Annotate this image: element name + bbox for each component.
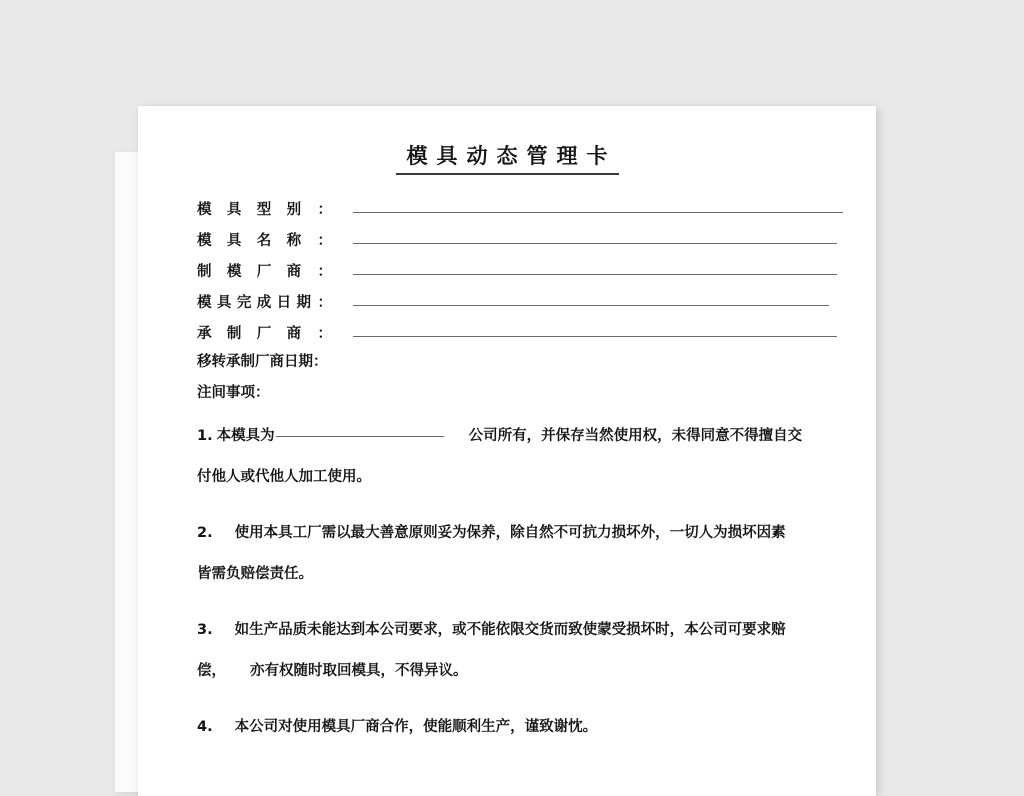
document-body bbox=[138, 106, 876, 796]
clause-2 bbox=[197, 513, 847, 595]
label-mold-type-char-3: 型 bbox=[256, 202, 272, 218]
label-transfer-date: 移转承制厂商日期： bbox=[197, 354, 328, 370]
input-completion-date[interactable] bbox=[353, 293, 843, 307]
clause-4-line-1: 本公司对使用模具厂商合作，使能顺利生产，谨致谢忱。 bbox=[234, 719, 598, 735]
form-row-contract-maker bbox=[197, 322, 843, 353]
label-mold-name-char-3: 名 bbox=[256, 233, 272, 249]
clause-3-line-2 bbox=[197, 651, 847, 692]
label-completion-date-char-6: 期 bbox=[296, 295, 312, 311]
clause-4-number: 4. bbox=[197, 719, 213, 735]
clauses-block bbox=[197, 416, 847, 763]
clause-3-number: 3. bbox=[197, 622, 213, 638]
input-contract-maker[interactable] bbox=[353, 324, 843, 338]
label-mold-name-char-1: 模 bbox=[197, 233, 212, 249]
label-completion-date-colon: ： bbox=[317, 295, 332, 311]
label-contract-maker-char-4: 商 bbox=[286, 326, 302, 342]
label-mold-type-char-1: 模 bbox=[197, 202, 212, 218]
label-completion-date-char-2: 具 bbox=[216, 295, 232, 311]
label-mold-name-colon: ： bbox=[317, 233, 332, 249]
label-mold-maker-char-1: 制 bbox=[197, 264, 212, 280]
label-mold-type-char-4: 别 bbox=[286, 202, 302, 218]
label-mold-maker bbox=[197, 260, 349, 281]
clause-1-blank-field[interactable] bbox=[276, 436, 444, 437]
label-contract-maker-colon: ： bbox=[317, 326, 332, 342]
label-mold-maker-char-2: 模 bbox=[226, 264, 242, 280]
label-mold-maker-char-4: 商 bbox=[286, 264, 302, 280]
clause-2-line-2: 皆需负赔偿责任。 bbox=[197, 566, 313, 582]
clause-1-text-before-blank: 本模具为 bbox=[216, 428, 275, 444]
clause-2-line-1: 使用本具工厂需以最大善意原则妥为保养，除自然不可抗力损坏外，一切人为损坏因素 bbox=[234, 525, 786, 541]
label-mold-name-char-2: 具 bbox=[226, 233, 242, 249]
form-row-mold-type bbox=[197, 198, 843, 229]
label-notes-heading: 注间事项： bbox=[197, 385, 270, 401]
label-mold-name bbox=[197, 229, 349, 250]
form-row-completion-date bbox=[197, 291, 843, 322]
label-contract-maker bbox=[197, 322, 349, 343]
clause-3-line-2-part-1: 偿， bbox=[197, 663, 226, 679]
label-completion-date-char-3: 完 bbox=[236, 295, 252, 311]
label-completion-date-char-1: 模 bbox=[197, 295, 212, 311]
form-fields-block bbox=[197, 198, 843, 353]
label-mold-maker-colon: ： bbox=[317, 264, 332, 280]
label-completion-date-char-5: 日 bbox=[276, 295, 292, 311]
label-mold-maker-char-3: 厂 bbox=[256, 264, 272, 280]
clause-1-number: 1. bbox=[197, 428, 213, 444]
plain-label-block bbox=[197, 351, 843, 413]
clause-1 bbox=[197, 416, 847, 498]
form-row-mold-maker bbox=[197, 260, 843, 291]
label-contract-maker-char-2: 制 bbox=[226, 326, 242, 342]
form-row-mold-name bbox=[197, 229, 843, 260]
label-mold-type-char-2: 具 bbox=[226, 202, 242, 218]
input-mold-maker[interactable] bbox=[353, 262, 843, 276]
clause-4 bbox=[197, 707, 847, 748]
clause-1-text-after-blank: 公司所有，并保存当然使用权，未得同意不得擅自交 bbox=[468, 428, 803, 444]
label-contract-maker-char-3: 厂 bbox=[256, 326, 272, 342]
clause-3-line-2-part-2: 亦有权随时取回模具，不得异议。 bbox=[250, 663, 468, 679]
clause-2-number: 2. bbox=[197, 525, 213, 541]
page-title-text: 模具动态管理卡 bbox=[396, 140, 619, 175]
label-completion-date-char-4: 成 bbox=[256, 295, 272, 311]
label-mold-name-char-4: 称 bbox=[286, 233, 302, 249]
page-title bbox=[138, 140, 876, 175]
label-mold-type-colon: ： bbox=[317, 202, 332, 218]
label-contract-maker-char-1: 承 bbox=[197, 326, 212, 342]
input-mold-type[interactable] bbox=[353, 200, 843, 214]
clause-3 bbox=[197, 610, 847, 692]
document-page bbox=[138, 106, 876, 796]
input-mold-name[interactable] bbox=[353, 231, 843, 245]
label-completion-date bbox=[197, 291, 349, 312]
label-mold-type bbox=[197, 198, 349, 219]
clause-3-line-1: 如生产品质未能达到本公司要求，或不能依限交货而致使蒙受损坏时，本公司可要求赔 bbox=[234, 622, 786, 638]
clause-1-line-2: 付他人或代他人加工使用。 bbox=[197, 469, 371, 485]
